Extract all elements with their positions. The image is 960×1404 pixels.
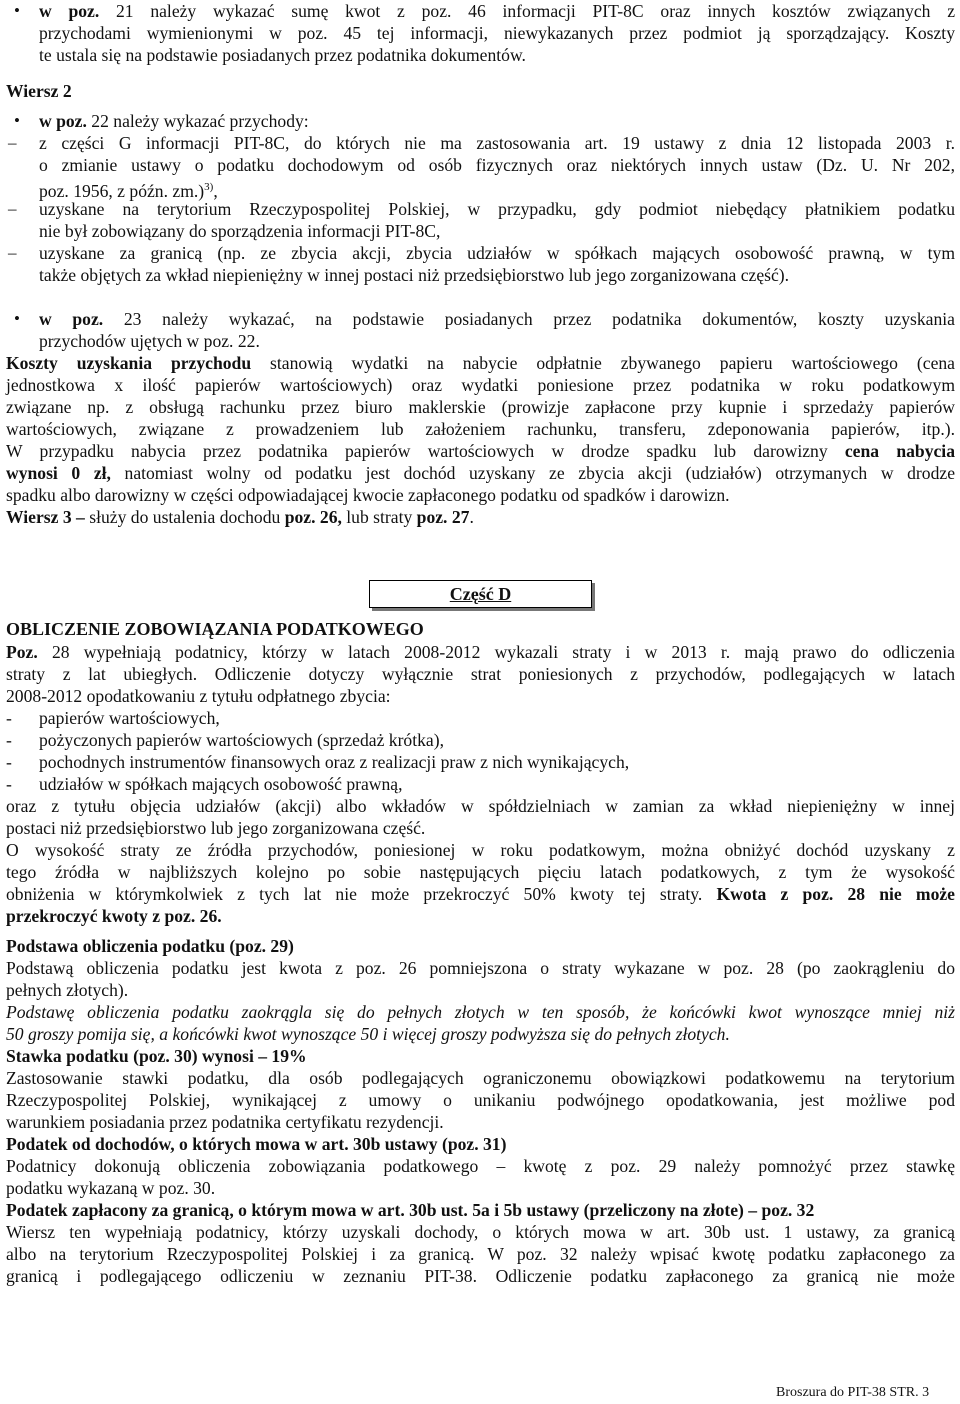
- subheading: Podatek zapłacony za granicą, o którym mowa w art. 30b ust. 5a i 5b ustawy (przeliczony na złote) – poz. 32: [6, 1200, 815, 1220]
- list-item: papierów wartościowych,: [39, 708, 220, 728]
- text-line: te ustala się na podstawie posiadanych przez podatnika dokumentów.: [39, 45, 526, 65]
- text-line: Podatnicy dokonują obliczenia zobowiązania podatkowego – kwotę z poz. 29 należy pomnożyć przez stawkę: [6, 1156, 955, 1176]
- subheading: Stawka podatku (poz. 30) wynosi – 19%: [6, 1046, 307, 1066]
- text-line: przychodami wymienionymi w poz. 45 tej informacji, niewykazanych przez podmiot ją sporządzający. Koszty: [39, 23, 955, 43]
- page-footer: Broszura do PIT-38 STR. 3: [776, 1385, 930, 1400]
- section-heading: OBLICZENIE ZOBOWIĄZANIA PODATKOWEGO: [6, 619, 424, 639]
- text-line: Poz. 28 wypełniają podatnicy, którzy w latach 2008-2012 wykazali straty i w 2013 r. mają prawo do odliczenia: [6, 642, 955, 662]
- text-line: 50 groszy pomija się, a końcówki kwot wynoszące 50 i więcej groszy podwyższa się do pełnych złotych.: [6, 1024, 730, 1044]
- text-line: obniżenia w którymkolwiek z tych lat nie może przekroczyć 50% kwoty tej straty. Kwota z poz. 28 nie może: [6, 884, 955, 904]
- bullet-icon: •: [14, 111, 20, 130]
- section-d-box: Część D: [369, 580, 592, 608]
- text-line: tego źródła w najbliższych kolejno po sobie następujących pięciu latach podatkowych, z tym że wysokość: [6, 862, 955, 882]
- text-line: w poz. 21 należy wykazać sumę kwot z poz. 46 informacji PIT-8C oraz innych kosztów związanych z: [39, 1, 956, 21]
- bullet-icon: •: [14, 1, 20, 20]
- list-item: -: [6, 774, 12, 794]
- list-item: -: [6, 708, 12, 728]
- text-line: wynosi 0 zł, natomiast wolny od podatku jest dochód uzyskany ze zbycia akcji (udziałów) otrzymanych w drodze: [6, 463, 955, 483]
- text-line: straty z lat ubiegłych. Odliczenie dotyczy wyłącznie strat poniesionych z przychodów, podlegających w latach: [6, 664, 955, 684]
- text-line: o zmianie ustawy o podatku dochodowym od osób fizycznych oraz niektórych innych ustaw (Dz. U. Nr 202,: [39, 155, 955, 175]
- list-item: -: [6, 730, 12, 750]
- text-line: granicą i podlegającego odliczeniu w zeznaniu PIT-38. Odliczenie podatku zapłaconego za granicą nie może: [6, 1266, 955, 1286]
- text-line: wartościowych, związane z prowadzeniem lub założeniem rachunku, transferu, zdeponowania papierów, itp.).: [6, 419, 955, 439]
- text-line: Koszty uzyskania przychodu stanowią wydatki na nabycie odpłatnie zbywanego papieru wartościowego (cena: [6, 353, 955, 373]
- dash-marker: –: [8, 199, 17, 218]
- text-line: także objętych za wkład niepieniężny w innej postaci niż przedsiębiorstwo lub jego zorganizowana część).: [39, 265, 790, 285]
- text-line: O wysokość straty ze źródła przychodów, poniesionej w roku podatkowym, można obniżyć dochód uzyskany z: [6, 840, 955, 860]
- text-line: uzyskane za granicą (np. ze zbycia akcji, zbycia udziałów w spółkach mających osobowość prawną, w tym: [39, 243, 955, 263]
- dash-marker: –: [8, 243, 17, 262]
- text-line: poz. 1956, z późn. zm.)$^{3)}$,: [39, 180, 218, 201]
- text-line: przekroczyć kwoty z poz. 26.: [6, 906, 222, 926]
- text-line: pełnych złotych).: [6, 980, 129, 1000]
- text-line: Wiersz 3 – służy do ustalenia dochodu poz. 26, lub straty poz. 27.: [6, 507, 474, 527]
- text-line: oraz z tytułu objęcia udziałów (akcji) albo wkładów w spółdzielniach w zamian za wkład niepieniężny w innej: [6, 796, 955, 816]
- heading-wiersz-2: Wiersz 2: [6, 81, 72, 101]
- text-line: warunkiem posiadania przez podatnika certyfikatu rezydencji.: [6, 1112, 444, 1132]
- text-line: Zastosowanie stawki podatku, dla osób podlegających ograniczonemu obowiązkowi podatkowemu na terytorium: [6, 1068, 955, 1088]
- text-line: podatku wykazaną w poz. 30.: [6, 1178, 216, 1198]
- text-line: w poz. 22 należy wykazać przychody:: [39, 111, 309, 131]
- subheading: Podstawa obliczenia podatku (poz. 29): [6, 936, 294, 956]
- dash-marker: –: [8, 133, 17, 152]
- text-line: związane np. z obsługą rachunku przez biuro maklerskie (prowizje zapłacone przy kupnie i sprzedaży papierów: [6, 397, 955, 417]
- text-line: Rzeczypospolitej Polskiej, wynikającej z umowy o unikaniu podwójnego opodatkowania, jest możliwe pod: [6, 1090, 955, 1110]
- list-item: pochodnych instrumentów finansowych oraz z realizacji praw z nich wynikających,: [39, 752, 630, 772]
- text-line: nie był zobowiązany do sporządzenia informacji PIT-8C,: [39, 221, 441, 241]
- list-item: -: [6, 752, 12, 772]
- text-line: jednostkowa x ilość papierów wartościowych) oraz wydatki poniesione przez podatnika w roku podatkowym: [6, 375, 955, 395]
- text-line: Wiersz ten wypełniają podatnicy, którzy uzyskali dochody, o których mowa w art. 30b ust. 1 ustawy, za granicą: [6, 1222, 955, 1242]
- list-item: udziałów w spółkach mających osobowość prawną,: [39, 774, 403, 794]
- text-line: z części G informacji PIT-8C, do których nie ma zastosowania art. 19 ustawy z dnia 12 listopada 2003 r.: [39, 133, 955, 153]
- list-item: pożyczonych papierów wartościowych (sprzedaż krótka),: [39, 730, 444, 750]
- text-line: 2008-2012 opodatkowaniu z tytułu odpłatnego zbycia:: [6, 686, 391, 706]
- subheading: Podatek od dochodów, o których mowa w art. 30b ustawy (poz. 31): [6, 1134, 507, 1154]
- text-line: przychodów ujętych w poz. 22.: [39, 331, 260, 351]
- text-line: uzyskane na terytorium Rzeczypospolitej Polskiej, w przypadku, gdy podmiot niebędący płatnikiem podatku: [39, 199, 955, 219]
- text-line: spadku albo darowizny w części odpowiadającej kwocie zapłaconego podatku od spadków i darowizn.: [6, 485, 730, 505]
- text-line: W przypadku nabycia przez podatnika papierów wartościowych w drodze spadku lub darowizny cena nabycia: [6, 441, 955, 461]
- text-line: w poz. 23 należy wykazać, na podstawie posiadanych przez podatnika dokumentów, koszty uzyskania: [39, 309, 955, 329]
- text-line: Podstawą obliczenia podatku jest kwota z poz. 26 pomniejszona o straty wykazane w poz. 28 (po zaokrągleniu do: [6, 958, 955, 978]
- text-line: postaci niż przedsiębiorstwo lub jego zorganizowana część.: [6, 818, 426, 838]
- text-line: albo na terytorium Rzeczypospolitej Polskiej i za granicą. W poz. 32 należy wpisać kwotę podatku zapłaconego za: [6, 1244, 955, 1264]
- text-line: Podstawę obliczenia podatku zaokrągla się do pełnych złotych w ten sposób, że końcówki kwot wynoszące mniej niż: [6, 1002, 955, 1022]
- bullet-icon: •: [14, 309, 20, 328]
